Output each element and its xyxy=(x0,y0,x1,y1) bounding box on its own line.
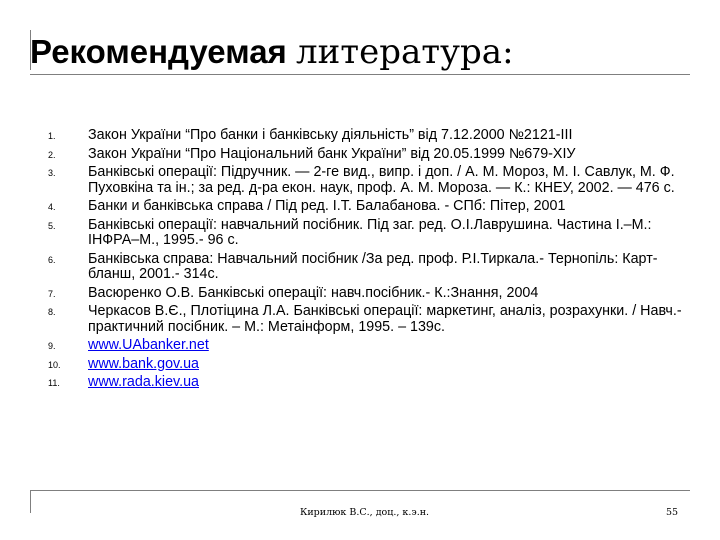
reference-text: Банківські операції: Підручник. — 2-ге вид., випр. і доп. / А. М. Мороз, М. І. Савлук, М. Ф. Пуховкіна та ін.; за ред. д-ра екон. наук, проф. А. М. Мороза. — К.: КНЕУ, 2002. — 476 с. xyxy=(88,164,675,196)
reference-item xyxy=(48,128,688,144)
title-part-1: Рекомендуемая xyxy=(30,33,287,70)
footer-vertical-rule xyxy=(30,491,31,513)
reference-link-item xyxy=(48,338,688,354)
reference-list xyxy=(48,128,688,394)
reference-link-item xyxy=(48,357,688,373)
reference-number: 4. xyxy=(48,202,56,212)
reference-item xyxy=(48,199,688,215)
reference-item xyxy=(48,147,688,163)
reference-item xyxy=(48,252,688,283)
reference-item xyxy=(48,218,688,249)
reference-text: Васюренко О.В. Банківські операції: навч.посібник.- К.:Знання, 2004 xyxy=(88,284,539,301)
reference-number: 7. xyxy=(48,288,56,299)
reference-text: Банки и банківська справа / Під ред. І.Т. Балабанова. - СПб: Пітер, 2001 xyxy=(88,198,566,214)
footer-horizontal-rule xyxy=(30,490,690,491)
reference-item xyxy=(48,165,688,196)
reference-text: Банківська справа: Навчальний посібник /За ред. проф. Р.І.Тиркала.- Тернопіль: Карт-бланш, 2001.- 314с. xyxy=(88,250,658,282)
reference-number: 3. xyxy=(48,168,56,178)
reference-text: Черкасов В.Є., Плотіцина Л.А. Банківські операції: маркетинг, аналіз, розрахунки. / Навч.-практичний посібник. – М.: Метаінформ, 1995. – 139с. xyxy=(88,303,682,335)
page-title xyxy=(30,32,514,72)
link-uabanker[interactable]: www.UAbanker.net xyxy=(88,337,209,353)
title-part-2: литература: xyxy=(296,32,514,72)
reference-number: 10. xyxy=(48,359,61,370)
reference-text: Закон України “Про Національний банк України” від 20.05.1999 №679-XIУ xyxy=(88,145,576,162)
reference-number: 5. xyxy=(48,220,56,231)
link-rada[interactable]: www.rada.kiev.ua xyxy=(88,374,199,390)
reference-number: 9. xyxy=(48,341,56,351)
reference-number: 1. xyxy=(48,131,56,141)
reference-number: 11. xyxy=(48,378,60,388)
page-number: 55 xyxy=(666,507,679,518)
reference-number: 2. xyxy=(48,149,56,160)
link-bank-gov[interactable]: www.bank.gov.ua xyxy=(88,355,199,372)
reference-link-item xyxy=(48,375,688,391)
reference-item xyxy=(48,304,688,335)
reference-number: 8. xyxy=(48,307,56,317)
title-horizontal-rule xyxy=(30,74,690,75)
reference-item xyxy=(48,286,688,302)
reference-number: 6. xyxy=(48,254,56,265)
reference-text: Банківські операції: навчальний посібник. Під заг. ред. О.І.Лаврушина. Частина І.–М.: ІНФРА–М., 1995.- 96 с. xyxy=(88,216,652,248)
footer-author: Кирилюк В.С., доц., к.э.н. xyxy=(300,507,430,518)
reference-text: Закон України “Про банки і банківську діяльність” від 7.12.2000 №2121-III xyxy=(88,127,573,143)
